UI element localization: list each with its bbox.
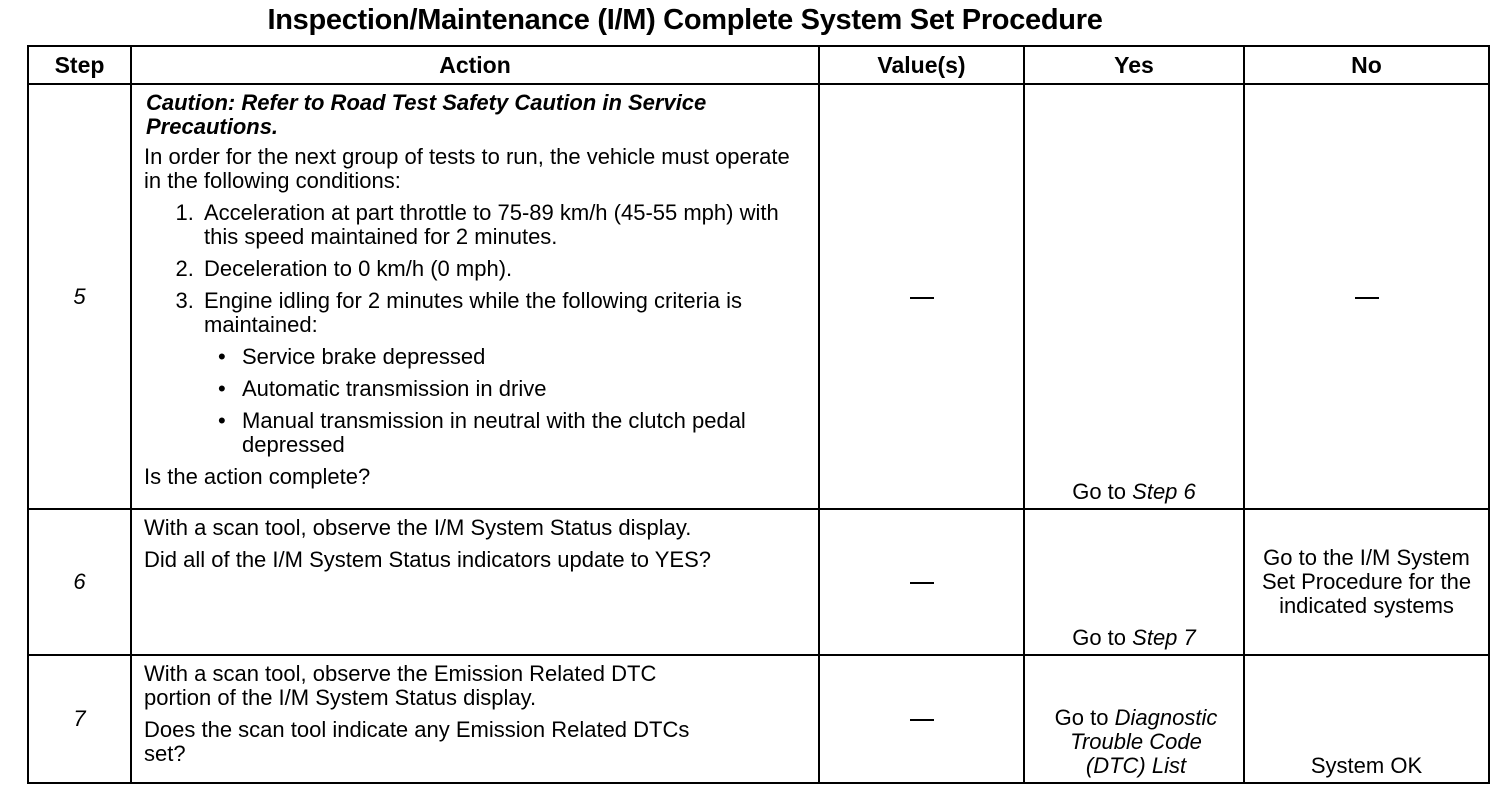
value-cell xyxy=(819,509,1024,655)
header-step: Step xyxy=(28,46,131,84)
value-cell xyxy=(819,84,1024,509)
list-item: • Service brake depressed xyxy=(238,345,808,369)
step-7-link[interactable]: Step 7 xyxy=(1132,625,1196,650)
action-question: Does the scan tool indicate any Emission Related DTCs set? xyxy=(144,717,690,766)
no-cell xyxy=(1244,509,1489,655)
criteria-list xyxy=(204,345,808,457)
list-item: 2. Deceleration to 0 km/h (0 mph). xyxy=(200,257,808,281)
action-cell xyxy=(131,655,819,783)
table-row-step-5 xyxy=(28,84,1489,509)
action-line: With a scan tool, observe the Emission Related DTC portion of the I/M System Status display. xyxy=(144,661,657,710)
dash-mark xyxy=(910,582,934,584)
list-item: 1. Acceleration at part throttle to 75-89 km/h (45-55 mph) with this speed maintained for 2 minutes. xyxy=(200,201,808,249)
action-question: Is the action complete? xyxy=(144,464,371,489)
step-number: 5 xyxy=(28,84,131,509)
header-yes: Yes xyxy=(1024,46,1244,84)
dash-mark xyxy=(1355,297,1379,299)
list-item xyxy=(200,289,808,457)
action-question: Did all of the I/M System Status indicators update to YES? xyxy=(144,547,711,572)
step-number: 6 xyxy=(28,509,131,655)
page-title: Inspection/Maintenance (I/M) Complete System Set Procedure xyxy=(267,4,1103,36)
header-row xyxy=(28,46,1489,84)
no-cell xyxy=(1244,84,1489,509)
list-item: • Automatic transmission in drive xyxy=(238,377,808,401)
header-values: Value(s) xyxy=(819,46,1024,84)
no-result: System OK xyxy=(1310,753,1423,778)
list-item-text: Engine idling for 2 minutes while the following criteria is maintained: xyxy=(204,288,743,337)
condition-list xyxy=(144,201,808,457)
header-no: No xyxy=(1244,46,1489,84)
list-item: • Manual transmission in neutral with the clutch pedal depressed xyxy=(238,409,808,457)
yes-prefix: Go to xyxy=(1054,705,1109,730)
no-cell xyxy=(1244,655,1489,783)
yes-prefix: Go to xyxy=(1072,479,1127,504)
no-action-link[interactable]: Go to the I/M System Set Procedure for the indicated systems xyxy=(1261,545,1472,618)
step-number: 7 xyxy=(28,655,131,783)
header-action: Action xyxy=(131,46,819,84)
yes-cell xyxy=(1024,84,1244,509)
action-intro: In order for the next group of tests to run, the vehicle must operate in the following conditions: xyxy=(144,144,790,193)
yes-cell xyxy=(1024,509,1244,655)
value-cell xyxy=(819,655,1024,783)
action-cell xyxy=(131,509,819,655)
yes-prefix: Go to xyxy=(1072,625,1127,650)
action-line: With a scan tool, observe the I/M System Status display. xyxy=(144,515,692,540)
dash-mark xyxy=(910,297,934,299)
dash-mark xyxy=(910,719,934,721)
step-6-link[interactable]: Step 6 xyxy=(1132,479,1196,504)
procedure-table xyxy=(27,45,1490,784)
dtc-list-link[interactable]: Diagnostic Trouble Code (DTC) List xyxy=(1070,705,1218,778)
table-row-step-7 xyxy=(28,655,1489,783)
action-cell xyxy=(131,84,819,509)
table-row-step-6 xyxy=(28,509,1489,655)
yes-cell xyxy=(1024,655,1244,783)
caution-note: Caution: Refer to Road Test Safety Caution in Service Precautions. xyxy=(146,90,707,139)
